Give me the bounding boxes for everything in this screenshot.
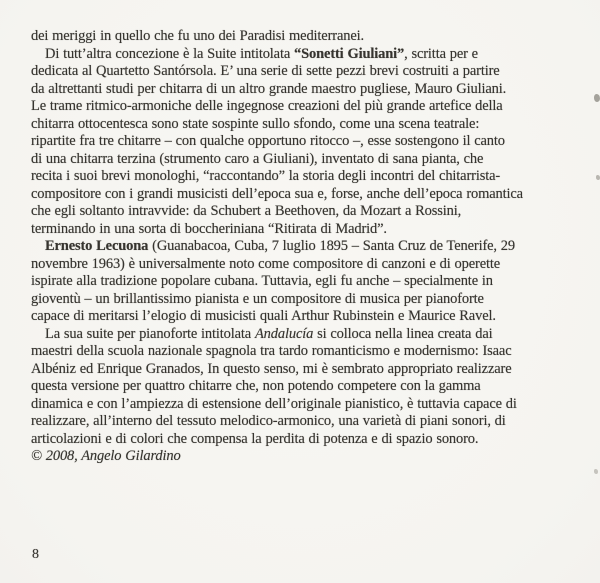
text-segment: recita i suoi brevi monologhi, “raccontando” la storia degli incontri del chitarrista- [31,168,501,184]
text-line [31,256,597,274]
text-line [31,308,597,326]
scan-speck [596,175,600,180]
text-segment: terminando in una sorta di boccheriniana “Ritirata di Madrid”. [31,220,387,237]
text-line [31,273,597,291]
text-segment: Albéniz ed Enrique Granados, In questo senso, mi è sembrato appropriato realizzare [31,360,512,377]
text-segment: © 2008, Angelo Gilardino [31,448,181,464]
text-segment: che egli soltanto intravvide: da Schubert a Beethoven, da Mozart a Rossini, [31,203,462,219]
text-line [31,378,597,396]
text-line [31,361,597,379]
text-line [31,238,597,256]
text-segment: , scritta per e [404,45,478,62]
text-segment: chitarra ottocentesca sono state sospinte sullo sfondo, come una scena teatrale: [31,115,480,132]
text-line [31,448,597,466]
text-segment: capace di meritarsi l’elogio di musicisti quali Arthur Rubinstein e Maurice Ravel. [31,308,496,324]
text-line [31,396,597,414]
text-line [31,63,597,81]
text-segment: dedicata al Quartetto Santórsola. E’ una serie di sette pezzi brevi costruiti a partire [31,63,500,79]
text-segment: “Sonetti Giuliani” [294,45,405,62]
text-line [31,81,597,99]
text-segment: La sua suite per pianoforte intitolata [45,325,255,342]
text-segment: questa versione per quattro chitarre che, non potendo competere con la gamma [31,378,481,394]
text-segment: realizzare, all’interno del tessuto melodico-armonico, una varietà di piani sonori, di [31,413,506,429]
scan-speck [594,94,600,102]
text-line [31,431,597,449]
text-line [31,221,597,239]
page-number: 8 [32,547,39,562]
text-line [31,291,597,309]
text-segment: compositore con i grandi musicisti dell’epoca sua e, forse, anche dell’epoca romantica [31,185,523,202]
text-segment: Ernesto Lecuona [45,238,149,254]
text-segment: di una chitarra terzina (strumento caro a Giuliani), inventato di sana pianta, che [31,150,484,167]
text-line [31,98,597,116]
text-line [31,116,597,134]
text-line [31,326,597,344]
text-segment: (Guanabacoa, Cuba, 7 luglio 1895 – Santa Cruz de Tenerife, 29 [148,238,515,254]
text-segment: Andalucía [254,325,314,342]
text-line [31,133,597,151]
page-text [31,28,597,466]
text-line [31,186,597,204]
text-line [31,28,597,46]
text-segment: maestri della scuola nazionale spagnola tra tardo romanticismo e modernismo: Isaac [31,343,512,359]
text-segment: novembre 1963) è universalmente noto come compositore di canzoni e di operette [31,255,501,272]
text-line [31,168,597,186]
text-segment: si colloca nella linea creata dai [313,325,493,342]
text-segment: dinamica e con l’ampiezza di estensione dell’originale pianistico, è tuttavia capace di [31,395,517,412]
text-segment: Di tutt’altra concezione è la Suite intitolata [45,45,295,62]
text-line [31,46,597,64]
text-segment: ripartite fra tre chitarre – con qualche opportuno ritocco –, esse sostengono il canto [31,133,505,149]
text-line [31,151,597,169]
text-line [31,413,597,431]
text-segment: dei meriggi in quello che fu uno dei Paradisi mediterranei. [31,28,364,44]
text-segment: da altrettanti studi per chitarra di un altro grande maestro pugliese, Mauro Giuliani. [31,80,507,97]
text-segment: gioventù – un brillantissimo pianista e un compositore di musica per pianoforte [31,290,484,307]
text-segment: Le trame ritmico-armoniche delle ingegnose creazioni del più grande artefice della [31,98,503,114]
text-segment: ispirate alla tradizione popolare cubana. Tuttavia, egli fu anche – specialmente in [31,273,493,289]
text-line [31,203,597,221]
text-segment: articolazioni e di colori che compensa la perdita di potenza e di spazio sonoro. [31,430,479,447]
scan-speck [594,469,598,474]
text-line [31,343,597,361]
